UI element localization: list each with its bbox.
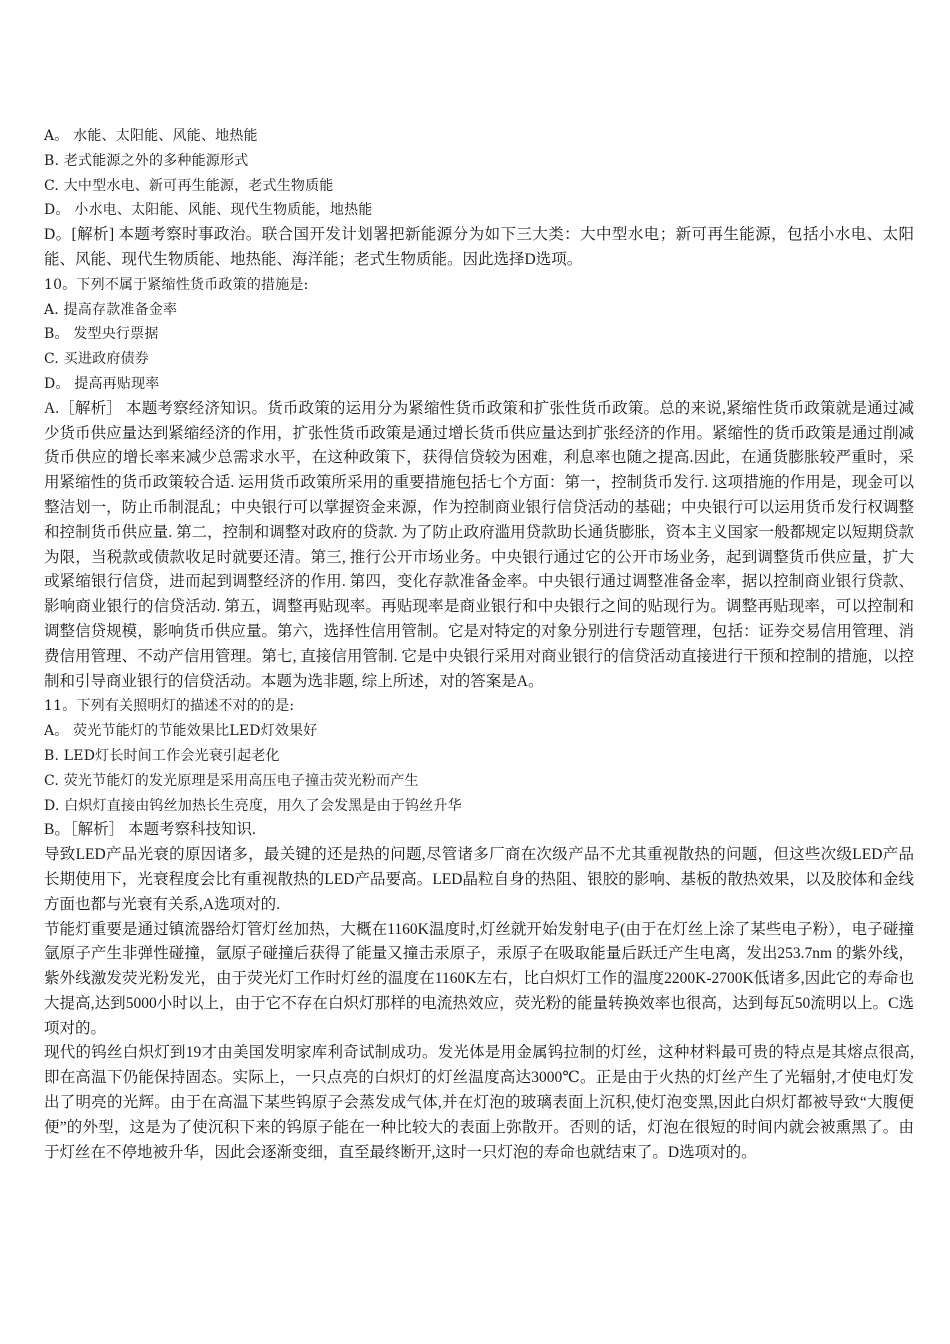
q10-stem: 10。下列不属于紧缩性货币政策的措施是: — [44, 276, 309, 293]
q10-block — [44, 273, 914, 695]
q10-option-b: B。 发型央行票据 — [44, 326, 159, 343]
q10-option-d: D。 提高再贴现率 — [44, 375, 160, 392]
q9-option-c: C. 大中型水电、新可再生能源，老式生物质能 — [44, 177, 334, 194]
q11-option-b: B. LED灯长时间工作会光衰引起老化 — [44, 747, 280, 764]
q9-analysis: D。[解析] 本题考察时事政治。联合国开发计划署把新能源分为如下三大类：大中型水电；新可再生能源，包括小水电、太阳能、风能、现代生物质能、地热能、海洋能；老式生物质能。因此选择D选项。 — [44, 226, 914, 268]
q9-block — [44, 124, 914, 273]
q11-block — [44, 694, 914, 1165]
q9-option-a: A。 水能、太阳能、风能、地热能 — [44, 128, 258, 144]
q10-analysis: A.［解析］ 本题考察经济知识。货币政策的运用分为紧缩性货币政策和扩张性货币政策。总的来说,紧缩性货币政策就是通过减少货币供应量达到紧缩经济的作用，扩张性货币政策是通过增长货币供应量达到扩张经济的作用。紧缩性的货币政策是通过削减货币供应的增长率来减少总需求水平，在这种政策下，获得信贷较为困难，利息率也随之提高.因此，在通货膨胀较严重时，采用紧缩性的货币政策较合适. 运用货币政策所采用的重要措施包括七个方面：第一，控制货币发行. 这项措施的作用是，现金可以整洁划一，防止币制混乱；中央银行可以掌握资金来源，作为控制商业银行信贷活动的基础；中央银行可以运用货币发行权调整和控制货币供应量. 第二，控制和调整对政府的贷款. 为了防止政府滥用贷款助长通货膨胀，资本主义国家一般都规定以短期贷款为限，当税款或债款收足时就要还清。第三, 推行公开市场业务。中央银行通过它的公开市场业务，起到调整货币供应量，扩大或紧缩银行信贷，进而起到调整经济的作用. 第四，变化存款准备金率。中央银行通过调整准备金率，据以控制商业银行贷款、影响商业银行的信贷活动. 第五，调整再贴现率。再贴现率是商业银行和中央银行之间的贴现行为。调整再贴现率，可以控制和调整信贷规模，影响货币供应量。第六，选择性信用管制。它是对特定的对象分别进行专题管理，包括：证券交易信用管理、消费信用管理、不动产信用管理。第七, 直接信用管制. 它是中央银行采用对商业银行的信贷活动直接进行干预和控制的措施，以控制和引导商业银行的信贷活动。本题为选非题, 综上所述，对的答案是A。 — [44, 399, 914, 690]
q10-option-c: C. 买进政府债券 — [44, 351, 149, 368]
q11-option-d: D. 白炽灯直接由钨丝加热长生亮度，用久了会发黑是由于钨丝升华 — [44, 797, 462, 814]
q11-option-c: C. 荧光节能灯的发光原理是采用高压电子撞击荧光粉而产生 — [44, 772, 419, 789]
q11-paragraph-incandescent: 现代的钨丝白炽灯到19才由美国发明家库利奇试制成功。发光体是用金属钨拉制的灯丝，这种材料最可贵的特点是其熔点很高,即在高温下仍能保持固态。实际上，一只点亮的白炽灯的灯丝温度高达3000℃。正是由于火热的灯丝产生了光辐射,才使电灯发出了明亮的光辉。由于在高温下某些钨原子会蒸发成气体,并在灯泡的玻璃表面上沉积,使灯泡变黑,因此白炽灯都被导致“大腹便便”的外型，这是为了使沉积下来的钨原子能在一种比较大的表面上弥散开。否则的话，灯泡在很短的时间内就会被熏黑了。由于灯丝在不停地被升华，因此会逐渐变细，直至最终断开,这时一只灯泡的寿命也就结束了。D选项对的。 — [44, 1044, 914, 1161]
q11-option-a: A。 荧光节能灯的节能效果比LED灯效果好 — [44, 723, 318, 740]
q10-option-a: A. 提高存款准备金率 — [44, 301, 178, 318]
q11-paragraph-led: 导致LED产品光衰的原因诸多，最关键的还是热的问题,尽管诸多厂商在次级产品不尤其重视散热的问题，但这些次级LED产品长期使用下，光衰程度会比有重视散热的LED产品要高。LED晶粒自身的热阻、银胶的影响、基板的散热效果，以及胶体和金线方面也都与光衰有关系,A选项对的. — [44, 846, 914, 913]
q9-option-d: D。 小水电、太阳能、风能、现代生物质能，地热能 — [44, 202, 373, 219]
q11-paragraph-fluorescent: 节能灯重要是通过镇流器给灯管灯丝加热，大概在1160K温度时,灯丝就开始发射电子(由于在灯丝上涂了某些电子粉），电子碰撞氩原子产生非弹性碰撞，氩原子碰撞后获得了能量又撞击汞原子，汞原子在吸取能量后跃迁产生电离，发出253.7nm 的紫外线，紫外线激发荧光粉发光，由于荧光灯工作时灯丝的温度在1160K左右，比白炽灯工作的温度2200K-2700K低诸多,因此它的寿命也大提高,达到5000小时以上，由于它不存在白炽灯那样的电流热效应，荧光粉的能量转换效率也很高，达到每瓦50流明以上。C选项对的。 — [44, 920, 914, 1037]
q9-option-b: B. 老式能源之外的多种能源形式 — [44, 152, 249, 169]
q11-stem: 11。下列有关照明灯的描述不对的的是: — [44, 698, 295, 715]
document-page — [44, 124, 914, 1165]
q11-analysis-head: B。［解析］ 本题考察科技知识. — [44, 821, 256, 839]
